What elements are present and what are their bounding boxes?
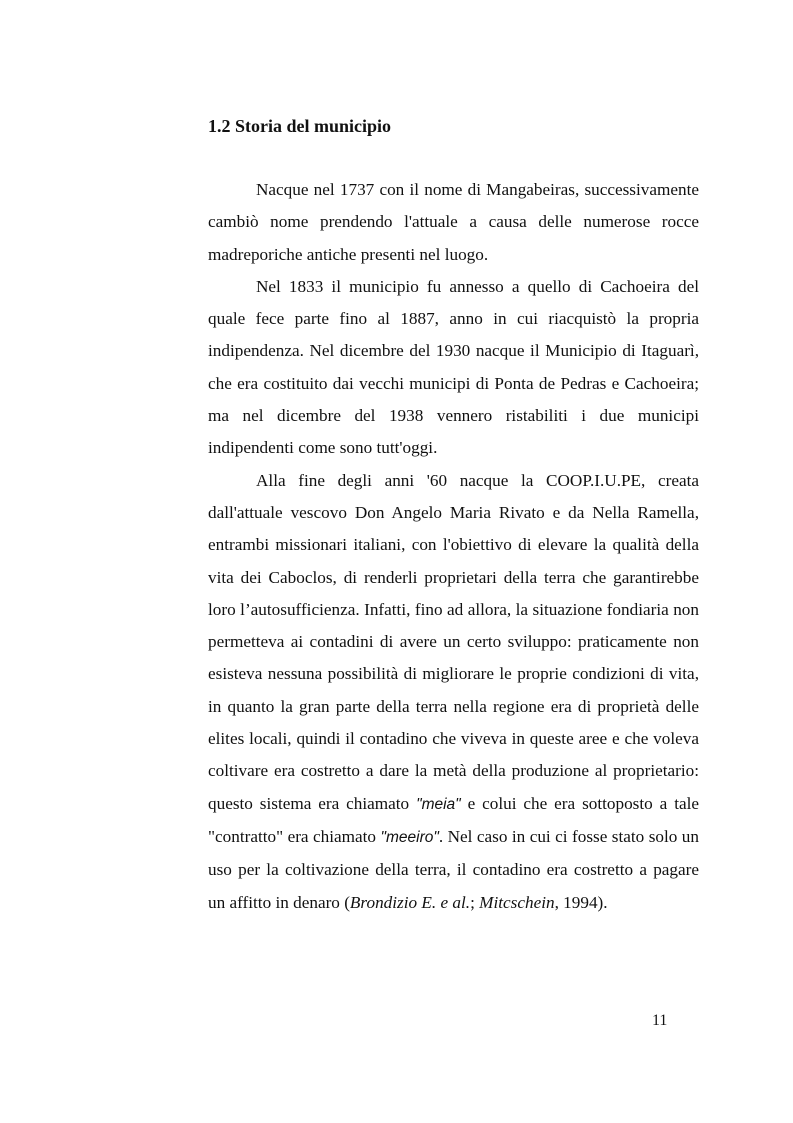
text-segment: Nel 1833 il municipio fu annesso a quello di Cachoeira del quale fece parte fino al 1887, anno in cui riacquistò la propria indipendenza. Nel dicembre del 1930 nacque il Municipio di Itaguarì, che era costituito dai vecchi municipi di Ponta de Pedras e Cachoeira; ma nel dicembre del 1938 vennero ristabiliti i due municipi indipendenti come sono tutt'oggi.: [208, 276, 699, 458]
text-segment: . Nel caso in cui ci fosse stato solo un uso per la coltivazione della terra, il contadino era costretto a pagare un affitto in denaro (: [208, 826, 699, 912]
text-segment: , 1994).: [554, 892, 608, 912]
term-meia: "meia": [416, 795, 461, 813]
term-meeiro: "meeiro": [380, 828, 439, 846]
page-number: 11: [652, 1012, 668, 1029]
text-segment: Alla fine degli anni '60 nacque la COOP.I.U.PE, creata dall'attuale vescovo Don Angelo Maria Rivato e da Nella Ramella, entrambi missionari italiani, con l'obiettivo di elevare la qualità della vita dei Caboclos, di renderli proprietari della terra che garantirebbe loro l’autosufficienza. Infatti, fino ad allora, la situazione fondiaria non permetteva ai contadini di avere un certo sviluppo: praticamente non esisteva nessuna possibilità di migliorare le proprie condizioni di vita, in quanto la gran parte della terra nella regione era di proprietà delle elites locali, quindi il contadino che viveva in queste aree e che voleva coltivare era costretto a dare la metà della produzione al proprietario: questo sistema era chiamato: [208, 470, 699, 813]
paragraph: [208, 174, 699, 271]
citation-author: Mitcschein: [479, 892, 555, 912]
citation-author: Brondizio E. e al.: [349, 892, 471, 912]
body-text: [208, 174, 699, 919]
paragraph: [208, 271, 699, 465]
section-heading: 1.2 Storia del municipio: [208, 116, 392, 136]
text-segment: e colui che era sottoposto a tale "contratto" era chiamato: [208, 793, 700, 846]
text-segment: Nacque nel 1737 con il nome di Mangabeiras, successivamente cambiò nome prendendo l'attuale a causa delle numerose rocce madreporiche antiche presenti nel luogo.: [208, 180, 699, 264]
paragraph: [208, 465, 699, 919]
text-segment: ;: [470, 892, 480, 912]
